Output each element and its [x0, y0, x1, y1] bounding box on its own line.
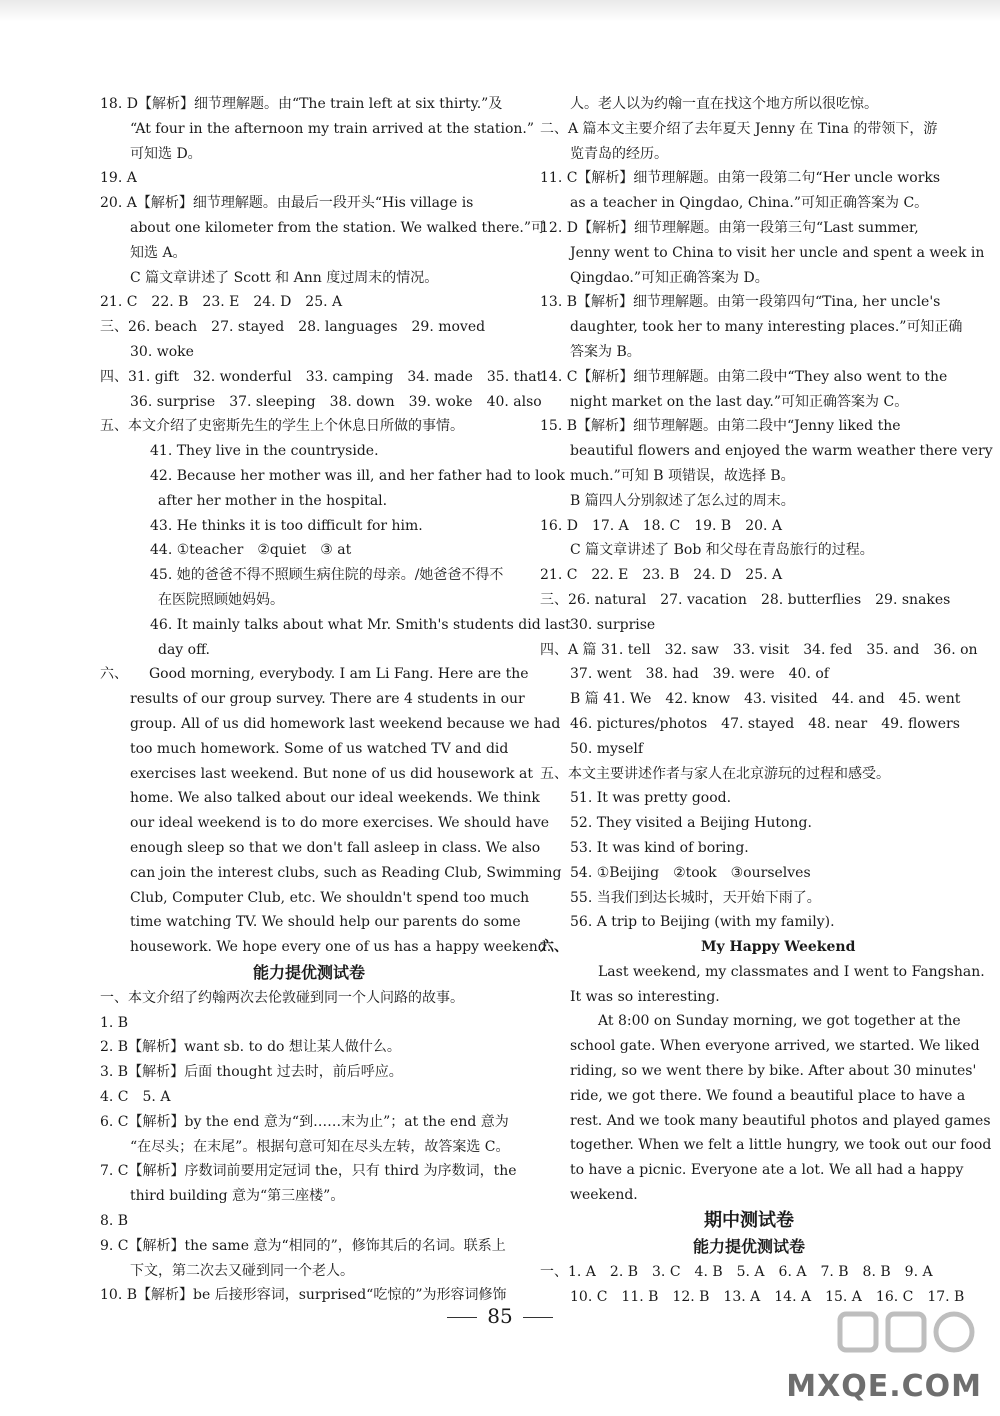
answer-line: Last weekend, my classmates and I went to Fangshan.	[570, 963, 985, 980]
answer-line: together. When we felt a little hungry, we took out our food	[570, 1137, 992, 1154]
answer-line: 1. B	[100, 1014, 129, 1031]
answer-line: “At four in the afternoon my train arrived at the station.”	[130, 120, 535, 137]
answer-line: night market on the last day.”可知正确答案为 C。	[570, 393, 909, 410]
answer-line: 人。老人以为约翰一直在找这个地方所以很吃惊。	[570, 96, 878, 112]
answer-line: 可知选 D。	[130, 145, 202, 162]
answer-line: 10. B【解析】be 后接形容词，surprised“吃惊的”为形容词修饰	[100, 1287, 507, 1304]
right-column	[540, 92, 993, 1309]
answer-line: Jenny went to China to visit her uncle and spent a week in	[570, 244, 985, 261]
answer-line: 30. woke	[130, 343, 194, 360]
answer-line: 五、本文介绍了史密斯先生的学生上个休息日所做的事情。	[100, 418, 464, 435]
answer-line: 三、26. beach 27. stayed 28. languages 29. moved	[100, 319, 486, 336]
answer-line: 三、26. natural 27. vacation 28. butterflies 29. snakes	[540, 591, 951, 608]
answer-line: Club, Computer Club, etc. We shouldn't spend too much	[130, 889, 530, 906]
section-heading: 能力提优测试卷	[252, 962, 365, 982]
answer-line: as a teacher in Qingdao, China.”可知正确答案为 C。	[570, 195, 929, 212]
answer-line: 下文，第二次去又碰到同一个老人。	[130, 1262, 354, 1279]
watermark-text: MXQE.COM	[786, 1369, 982, 1404]
answer-line: to have a picnic. Everyone ate a lot. We all had a happy	[570, 1162, 964, 1179]
answer-line: riding, so we went there by bike. After about 30 minutes'	[570, 1063, 977, 1080]
answer-line: C 篇文章讲述了 Scott 和 Ann 度过周末的情况。	[130, 269, 439, 286]
answer-line: 53. It was kind of boring.	[570, 839, 749, 856]
answer-line: At 8:00 on Sunday morning, we got together at the	[570, 1013, 961, 1030]
answer-line: 21. C 22. B 23. E 24. D 25. A	[100, 294, 343, 311]
answer-line: 2. B【解析】want sb. to do 想让某人做什么。	[100, 1039, 401, 1056]
answer-line: too much homework. Some of us watched TV and did	[130, 740, 509, 757]
answer-line: 43. He thinks it is too difficult for him.	[150, 517, 423, 534]
answer-line: Qingdao.”可知正确答案为 D。	[570, 269, 769, 286]
answer-line: “在尽头；在末尾”。根据句意可知在尽头左转，故答案选 C。	[130, 1138, 510, 1155]
answer-line: day off.	[158, 641, 210, 658]
answer-line: 46. It mainly talks about what Mr. Smith's students did last	[150, 616, 571, 633]
answer-line: after her mother in the hospital.	[158, 492, 388, 509]
answer-line: 4. C 5. A	[100, 1089, 171, 1106]
answer-line: 45. 她的爸爸不得不照顾生病住院的母亲。/她爸爸不得不	[150, 567, 504, 584]
answer-line: 21. C 22. E 23. B 24. D 25. A	[540, 567, 783, 584]
page-top-shadow	[0, 0, 1000, 22]
left-column	[100, 92, 571, 1308]
answer-line: 30. surprise	[570, 616, 656, 633]
answer-line: 15. B【解析】细节理解题。由第二段中“Jenny liked the	[540, 418, 901, 435]
answer-line: results of our group survey. There are 4 students in our	[130, 691, 525, 708]
answer-line: beautiful flowers and enjoyed the warm weather there very	[570, 443, 993, 460]
answer-line: 46. pictures/photos 47. stayed 48. near 49. flowers	[570, 715, 960, 732]
answer-line: rest. And we took many beautiful photos and played games	[570, 1112, 991, 1129]
answer-line: 五、本文主要讲述作者与家人在北京游玩的过程和感受。	[540, 765, 890, 782]
answer-line: 37. went 38. had 39. were 40. of	[570, 666, 829, 683]
answer-line: home. We also talked about our ideal weekends. We think	[130, 790, 540, 807]
answer-line: exercises last weekend. But none of us did housework at	[130, 765, 533, 782]
answer-line: 55. 当我们到达长城时，天开始下雨了。	[570, 889, 821, 906]
answer-line: 四、31. gift 32. wonderful 33. camping 34. made 35. that	[100, 368, 543, 385]
answer-line: about one kilometer from the station. We walked there.”可	[130, 219, 545, 236]
answer-line: 一、本文介绍了约翰两次去伦敦碰到同一个人问路的故事。	[100, 989, 464, 1006]
answer-line: 6. C【解析】by the end 意为“到……末为止”；at the end 意为	[100, 1113, 509, 1130]
answer-line: 3. B【解析】后面 thought 过去时，前后呼应。	[100, 1064, 403, 1081]
answer-line: 41. They live in the countryside.	[150, 443, 379, 460]
answer-line: ride, we got there. We found a beautiful place to have a	[570, 1087, 966, 1104]
answer-line: 四、A 篇 31. tell 32. saw 33. visit 34. fed 35. and 36. on	[540, 641, 978, 658]
section-heading: 期中测试卷	[704, 1209, 794, 1231]
answer-line: daughter, took her to many interesting places.”可知正确	[570, 319, 963, 336]
answer-line: It was so interesting.	[570, 988, 720, 1005]
answer-line: can join the interest clubs, such as Reading Club, Swimming	[130, 864, 562, 881]
answer-line: 六、 My Happy Weekend	[540, 939, 856, 956]
answer-line: our ideal weekend is to do more exercises. We should have	[130, 815, 550, 832]
answer-line: 8. B	[100, 1213, 129, 1230]
answer-line: 9. C【解析】the same 意为“相同的”，修饰其后的名词。联系上	[100, 1237, 506, 1254]
answer-line: much.”可知 B 项错误，故选择 B。	[570, 467, 795, 484]
answer-line: 10. C 11. B 12. B 13. A 14. A 15. A 16. C 17. B	[570, 1288, 965, 1305]
answer-line: housework. We hope every one of us has a happy weekend.	[130, 939, 552, 956]
answer-line: 16. D 17. A 18. C 19. B 20. A	[540, 517, 783, 534]
answer-line: third building 意为“第三座楼”。	[130, 1188, 345, 1205]
answer-line: group. All of us did homework last weekend because we had	[130, 715, 561, 732]
answer-line: 13. B【解析】细节理解题。由第一段第四句“Tina, her uncle's	[540, 294, 941, 311]
answer-line: 51. It was pretty good.	[570, 790, 732, 807]
answer-line: 42. Because her mother was ill, and her father had to look	[150, 467, 565, 484]
answer-line: 54. ①Beijing ②took ③ourselves	[570, 864, 811, 881]
answer-line: 44. ①teacher ②quiet ③ at	[150, 542, 352, 559]
answer-line: 50. myself	[570, 740, 644, 757]
answer-line: 20. A【解析】细节理解题。由最后一段开头“His village is	[100, 195, 474, 212]
section-heading: 能力提优测试卷	[692, 1236, 805, 1256]
answer-line: time watching TV. We should help our parents do some	[130, 914, 521, 931]
answer-line: C 篇文章讲述了 Bob 和父母在青岛旅行的过程。	[570, 542, 874, 559]
answer-line: 14. C【解析】细节理解题。由第二段中“They also went to the	[540, 368, 948, 385]
answer-line: 19. A	[100, 170, 137, 187]
answer-line: weekend.	[570, 1187, 638, 1204]
answer-line: 56. A trip to Beijing (with my family).	[570, 914, 835, 931]
answer-line: 答案为 B。	[570, 343, 641, 360]
answer-line: B 篇四人分别叙述了怎么过的周末。	[570, 492, 795, 509]
answer-line: 一、1. A 2. B 3. C 4. B 5. A 6. A 7. B 8. B 9. A	[540, 1263, 933, 1280]
answer-line: 18. D【解析】细节理解题。由“The train left at six thirty.”及	[100, 96, 503, 112]
answer-line: 二、A 篇本文主要介绍了去年夏天 Jenny 在 Tina 的带领下，游	[540, 120, 938, 137]
page-number: 85	[420, 1304, 580, 1328]
answer-line: B 篇 41. We 42. know 43. visited 44. and 45. went	[570, 691, 961, 708]
answer-line: 12. D【解析】细节理解题。由第一段第三句“Last summer,	[540, 219, 919, 236]
answer-line: school gate. When everyone arrived, we started. We liked	[570, 1038, 980, 1055]
answer-line: 11. C【解析】细节理解题。由第一段第二句“Her uncle works	[540, 170, 941, 187]
answer-line: 览青岛的经历。	[570, 145, 668, 162]
answer-line: 52. They visited a Beijing Hutong.	[570, 815, 812, 832]
answer-line: 知选 A。	[130, 244, 187, 261]
answer-line: enough sleep so that we don't fall asleep in class. We also	[130, 839, 541, 856]
answer-line: 在医院照顾她妈妈。	[158, 591, 284, 608]
answer-line: 36. surprise 37. sleeping 38. down 39. woke 40. also	[130, 393, 542, 410]
answer-line: 六、 Good morning, everybody. I am Li Fang. Here are the	[100, 666, 529, 683]
answer-line: 7. C【解析】序数词前要用定冠词 the，只有 third 为序数词，the	[100, 1163, 517, 1180]
